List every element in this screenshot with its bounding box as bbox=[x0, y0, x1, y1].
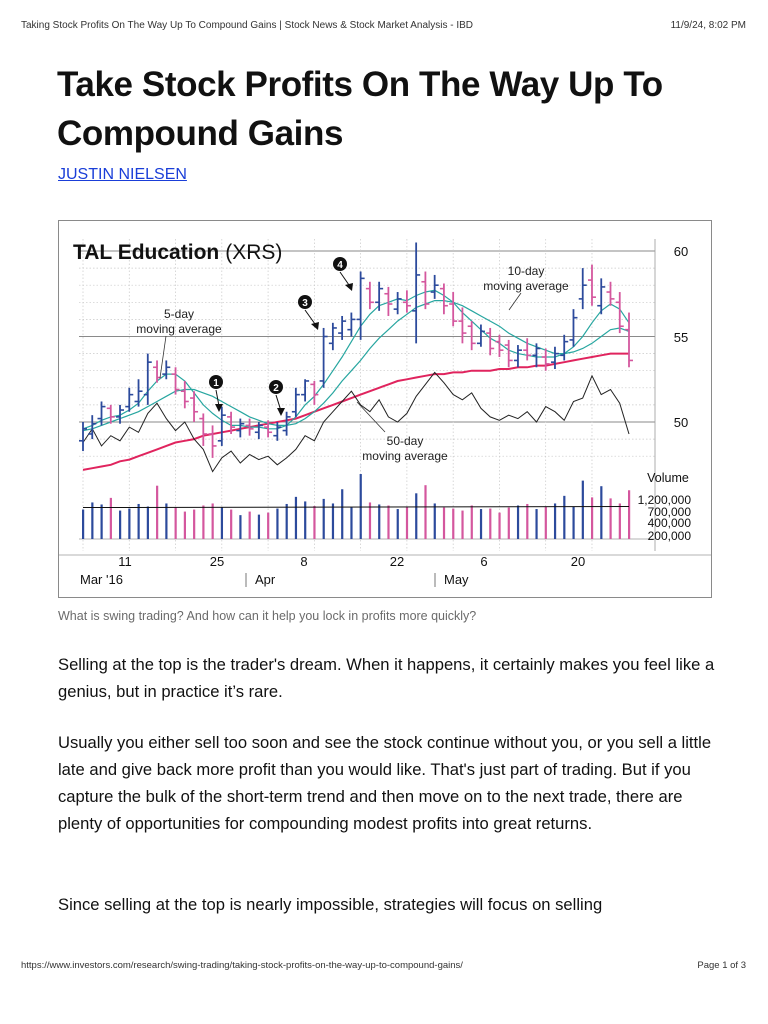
chart-caption: What is swing trading? And how can it help you lock in profits more quickly? bbox=[58, 609, 477, 623]
svg-text:4: 4 bbox=[337, 260, 343, 271]
volume-bar bbox=[619, 503, 621, 539]
volume-bar bbox=[313, 506, 315, 539]
price-bar-up bbox=[375, 282, 383, 311]
volume-bar bbox=[545, 507, 547, 539]
volume-bar bbox=[508, 508, 510, 539]
volume-bar bbox=[258, 515, 260, 539]
marker-4 bbox=[333, 257, 353, 291]
price-bar-down bbox=[486, 328, 494, 355]
price-bar-up bbox=[394, 292, 402, 314]
x-day-22: 22 bbox=[389, 554, 405, 569]
price-bar-up bbox=[283, 412, 291, 436]
price-bar-down bbox=[458, 307, 466, 343]
marker-1 bbox=[209, 375, 223, 412]
volume-bar bbox=[526, 504, 528, 539]
volume-bar bbox=[341, 489, 343, 539]
y-tick-55: 55 bbox=[673, 330, 689, 345]
price-bars bbox=[79, 242, 633, 457]
volume-bar bbox=[286, 504, 288, 539]
x-day-8: 8 bbox=[300, 554, 308, 569]
price-bar-down bbox=[625, 313, 633, 368]
ma50-label-pointer bbox=[357, 402, 385, 432]
volume-tick-200000: 200,000 bbox=[647, 529, 691, 543]
volume-tick-700000: 700,000 bbox=[647, 505, 691, 519]
volume-bar bbox=[212, 503, 214, 539]
volume-bar bbox=[175, 508, 177, 539]
volume-tick-400000: 400,000 bbox=[647, 516, 691, 530]
price-bar-down bbox=[421, 272, 429, 310]
price-bar-down bbox=[366, 282, 374, 309]
ma10-label-pointer bbox=[509, 293, 521, 310]
volume-bar bbox=[591, 497, 593, 539]
price-bar-down bbox=[449, 292, 457, 326]
volume-bar bbox=[443, 508, 445, 539]
volume-bar bbox=[267, 513, 269, 539]
page-url: https://www.investors.com/research/swing-trading/taking-stock-profits-on-the-way-up-to-compound-gains/ bbox=[21, 960, 463, 971]
price-bar-up bbox=[569, 309, 577, 347]
volume-bar bbox=[387, 505, 389, 539]
paragraph-1: Selling at the top is the trader's dream. When it happens, it certainly makes you feel like a genius, but in practice it’s rare. bbox=[58, 655, 715, 701]
volume-bar bbox=[628, 490, 630, 539]
price-bar-down bbox=[403, 290, 411, 312]
volume-bar bbox=[332, 503, 334, 539]
volume-bar bbox=[184, 512, 186, 539]
author-link[interactable]: JUSTIN NIELSEN bbox=[58, 166, 187, 183]
x-day-11: 11 bbox=[118, 554, 132, 569]
chart-title bbox=[73, 241, 282, 264]
price-bar-up bbox=[514, 345, 522, 367]
volume-bar bbox=[424, 485, 426, 539]
ma50-label-line2: moving average bbox=[362, 449, 448, 463]
svg-text:3: 3 bbox=[302, 298, 308, 309]
x-month-may: May bbox=[444, 572, 469, 587]
volume-bar bbox=[119, 511, 121, 539]
price-bar-down bbox=[199, 413, 207, 445]
y-tick-60: 60 bbox=[673, 244, 689, 259]
x-month-mar: Mar '16 bbox=[80, 572, 123, 587]
volume-tick-1200000: 1,200,000 bbox=[637, 493, 691, 507]
price-bar-up bbox=[218, 407, 226, 446]
price-bar-up bbox=[532, 343, 540, 367]
browser-print-title: Taking Stock Profits On The Way Up To Compound Gains | Stock News & Stock Market Analysis - IBD bbox=[21, 20, 474, 31]
volume-bar bbox=[498, 513, 500, 539]
stock-chart bbox=[58, 220, 712, 598]
price-bar-up bbox=[144, 354, 152, 405]
volume-bar bbox=[156, 486, 158, 539]
x-day-25: 25 bbox=[209, 554, 225, 569]
price-bar-up bbox=[412, 242, 420, 343]
volume-bar bbox=[249, 512, 251, 539]
volume-bar bbox=[323, 499, 325, 539]
volume-bar bbox=[239, 515, 241, 539]
volume-bar bbox=[471, 505, 473, 539]
svg-text:2: 2 bbox=[273, 383, 279, 394]
x-month-apr: Apr bbox=[255, 572, 276, 587]
article-title: Take Stock Profits On The Way Up To Compound Gains bbox=[57, 65, 663, 153]
price-bar-up bbox=[431, 275, 439, 299]
volume-bar bbox=[350, 508, 352, 539]
price-bar-down bbox=[440, 283, 448, 314]
volume-bar bbox=[230, 510, 232, 539]
volume-bar bbox=[295, 497, 297, 539]
volume-bar bbox=[600, 486, 602, 539]
volume-bar bbox=[138, 504, 140, 539]
print-datetime: 11/9/24, 8:02 PM bbox=[670, 20, 746, 31]
volume-label: Volume bbox=[647, 471, 689, 485]
price-bar-up bbox=[579, 268, 587, 309]
ma10-label-line1: 10-day bbox=[507, 264, 545, 278]
volume-bar bbox=[415, 493, 417, 539]
price-bar-up bbox=[135, 379, 143, 406]
x-day-20: 20 bbox=[570, 554, 586, 569]
volume-bar bbox=[165, 503, 167, 539]
volume-bar bbox=[517, 505, 519, 539]
volume-bar bbox=[378, 504, 380, 539]
svg-text:1: 1 bbox=[213, 378, 219, 389]
price-bar-down bbox=[505, 340, 513, 367]
volume-bar bbox=[397, 509, 399, 539]
price-bar-down bbox=[468, 321, 476, 350]
volume-bar bbox=[128, 509, 130, 539]
volume-bar bbox=[193, 510, 195, 539]
ma50-label-line1: 50-day bbox=[386, 434, 424, 448]
ma5-label-pointer bbox=[160, 336, 166, 378]
volume-average-line bbox=[83, 507, 629, 508]
volume-bar bbox=[489, 509, 491, 539]
x-day-6: 6 bbox=[480, 554, 488, 569]
volume-bar bbox=[461, 511, 463, 539]
ma5-label-line1: 5-day bbox=[163, 307, 195, 321]
volume-bar bbox=[535, 509, 537, 539]
volume-bar bbox=[369, 502, 371, 539]
volume-bar bbox=[147, 507, 149, 539]
chart-title-name: TAL Education bbox=[73, 241, 220, 264]
stock-chart-svg bbox=[59, 221, 711, 597]
page-number: Page 1 of 3 bbox=[697, 960, 746, 971]
ma10-label-line2: moving average bbox=[483, 279, 569, 293]
volume-bar bbox=[82, 510, 84, 539]
price-bar-up bbox=[88, 415, 96, 439]
chart-symbol: (XRS) bbox=[225, 241, 283, 264]
volume-bar bbox=[609, 498, 611, 539]
volume-bar bbox=[452, 509, 454, 539]
price-bar-down bbox=[209, 425, 217, 457]
volume-bar bbox=[563, 496, 565, 539]
price-bar-up bbox=[357, 272, 365, 340]
marker-3 bbox=[298, 295, 319, 330]
volume-bar bbox=[276, 509, 278, 539]
price-bar-up bbox=[79, 422, 87, 451]
volume-bar bbox=[110, 498, 112, 539]
volume-bar bbox=[582, 481, 584, 539]
volume-bar bbox=[202, 505, 204, 539]
volume-bar bbox=[434, 503, 436, 539]
volume-bar bbox=[554, 503, 556, 539]
volume-bar bbox=[101, 504, 103, 539]
y-tick-50: 50 bbox=[673, 415, 689, 430]
volume-bar bbox=[572, 507, 574, 539]
volume-bar bbox=[480, 509, 482, 539]
price-bar-up bbox=[301, 379, 309, 401]
price-bar-up bbox=[551, 347, 559, 369]
volume-bar bbox=[406, 507, 408, 539]
paragraph-3: Since selling at the top is nearly impossible, strategies will focus on selling bbox=[58, 895, 603, 914]
price-bar-up bbox=[560, 335, 568, 361]
marker-2 bbox=[269, 380, 285, 416]
price-bar-up bbox=[347, 313, 355, 337]
paragraph-2: Usually you either sell too soon and see the stock continue without you, or you sell a little late and give back more profit than you would like. That's just part of trading. But if you capture the bulk of the short-term trend and then move on to the next trade, there are plenty of opportunities for compounding modest profits into great returns. bbox=[58, 733, 712, 833]
ma5-label-line2: moving average bbox=[136, 322, 222, 336]
volume-bars bbox=[82, 474, 630, 539]
volume-bar bbox=[221, 508, 223, 539]
